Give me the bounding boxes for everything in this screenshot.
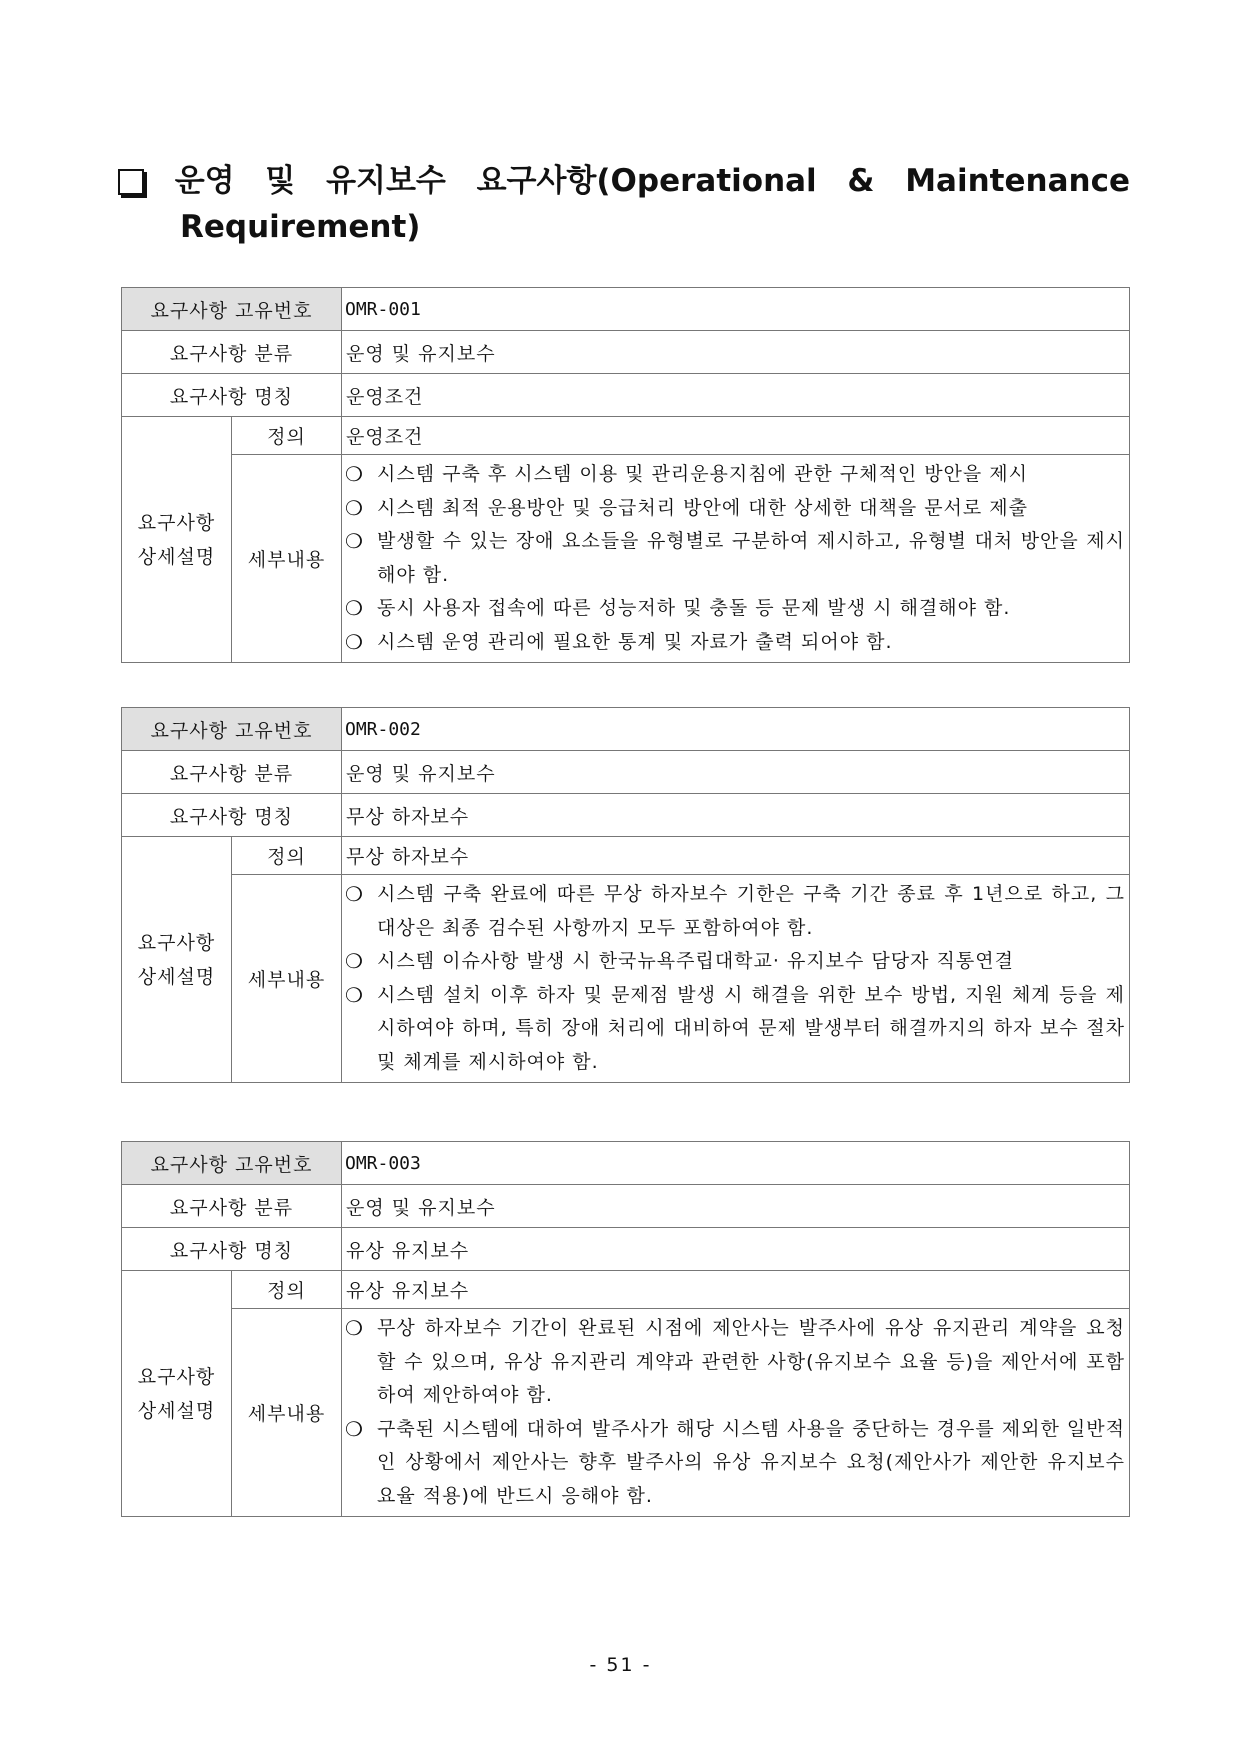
- requirement-id: OMR-001: [342, 288, 1130, 331]
- heading-word: &: [847, 163, 875, 199]
- circle-bullet-icon: ❍: [345, 629, 364, 654]
- requirement-category: 운영 및 유지보수: [342, 331, 1130, 374]
- heading-word: Maintenance: [905, 163, 1130, 199]
- subcontent-label: 세부내용: [232, 875, 342, 1083]
- list-item-text: 무상 하자보수 기간이 완료된 시점에 제안사는 발주사에 유상 유지관리 계약을 요청 할 수 있으며, 유상 유지관리 계약과 관련한 사항(유지보수 요율 등)을 제안서에 포함하여 제안하여야 함.: [377, 1317, 1125, 1406]
- requirement-definition: 운영조건: [342, 417, 1130, 455]
- requirement-table: [121, 1141, 1130, 1517]
- detail-label: [122, 417, 232, 663]
- list-item: [345, 878, 1125, 945]
- requirement-table: [121, 287, 1130, 663]
- list-item: [345, 1312, 1125, 1413]
- list-item: [345, 945, 1125, 979]
- list-item: [345, 492, 1125, 526]
- checkbox-square-icon: [118, 169, 144, 195]
- name-label: 요구사항 명칭: [122, 794, 342, 837]
- requirement-category: 운영 및 유지보수: [342, 1185, 1130, 1228]
- id-label: 요구사항 고유번호: [122, 708, 342, 751]
- section-heading: [118, 158, 1130, 250]
- circle-bullet-icon: ❍: [345, 882, 364, 906]
- detail-label-line: 상세설명: [137, 965, 216, 988]
- category-label: 요구사항 분류: [122, 751, 342, 794]
- circle-bullet-icon: ❍: [345, 462, 364, 486]
- definition-label: 정의: [232, 1271, 342, 1309]
- list-item-text: 구축된 시스템에 대하여 발주사가 해당 시스템 사용을 중단하는 경우를 제외한 일반적인 상황에서 제안사는 향후 발주사의 유상 유지보수 요청(제안사가 제안한 유지보수 요율 적용)에 반드시 응해야 함.: [377, 1417, 1125, 1507]
- requirement-name: 운영조건: [342, 374, 1130, 417]
- id-label: 요구사항 고유번호: [122, 1142, 342, 1185]
- list-item-text: 시스템 구축 후 시스템 이용 및 관리운용지침에 관한 구체적인 방안을 제시: [377, 463, 1029, 485]
- detail-label-line: 상세설명: [137, 545, 216, 568]
- circle-bullet-icon: ❍: [345, 1416, 364, 1441]
- requirement-id: OMR-002: [342, 708, 1130, 751]
- name-label: 요구사항 명칭: [122, 1228, 342, 1271]
- circle-bullet-icon: ❍: [345, 982, 364, 1007]
- list-item-text: 동시 사용자 접속에 따른 성능저하 및 충돌 등 문제 발생 시 해결해야 함.: [377, 597, 1011, 619]
- requirement-definition: 무상 하자보수: [342, 837, 1130, 875]
- category-label: 요구사항 분류: [122, 1185, 342, 1228]
- list-item: [345, 592, 1125, 626]
- requirement-table: [121, 707, 1130, 1083]
- list-item-text: 시스템 이슈사항 발생 시 한국뉴욕주립대학교· 유지보수 담당자 직통연결: [377, 950, 1014, 972]
- requirement-details: [342, 875, 1130, 1083]
- detail-label-line: 요구사항: [137, 1365, 216, 1388]
- heading-word: 운영: [174, 163, 235, 199]
- detail-label-line: 요구사항: [137, 931, 216, 954]
- detail-label-line: 상세설명: [137, 1399, 216, 1422]
- subcontent-label: 세부내용: [232, 455, 342, 663]
- category-label: 요구사항 분류: [122, 331, 342, 374]
- requirement-definition: 유상 유지보수: [342, 1271, 1130, 1309]
- list-item-text: 시스템 설치 이후 하자 및 문제점 발생 시 해결을 위한 보수 방법, 지원 체계 등을 제시하여야 하며, 특히 장애 처리에 대비하여 문제 발생부터 해결까지의 하자 보수 절차 및 체계를 제시하여야 함.: [377, 983, 1125, 1073]
- definition-label: 정의: [232, 837, 342, 875]
- heading-line-2: Requirement): [180, 209, 421, 245]
- circle-bullet-icon: ❍: [345, 529, 364, 553]
- circle-bullet-icon: ❍: [345, 596, 364, 620]
- id-label: 요구사항 고유번호: [122, 288, 342, 331]
- heading-word: 및: [265, 163, 296, 199]
- requirement-name: 무상 하자보수: [342, 794, 1130, 837]
- list-item: [345, 979, 1125, 1080]
- circle-bullet-icon: ❍: [345, 495, 364, 520]
- detail-label: [122, 837, 232, 1083]
- list-item-text: 발생할 수 있는 장애 요소들을 유형별로 구분하여 제시하고, 유형별 대처 방안을 제시해야 함.: [377, 530, 1125, 586]
- list-item-text: 시스템 최적 운용방안 및 응급처리 방안에 대한 상세한 대책을 문서로 제출: [377, 496, 1029, 519]
- requirement-details: [342, 455, 1130, 663]
- list-item-text: 시스템 구축 완료에 따른 무상 하자보수 기한은 구축 기간 종료 후 1년으로 하고, 그 대상은 최종 검수된 사항까지 모두 포함하여야 함.: [377, 883, 1125, 939]
- heading-line-1: [118, 158, 1130, 204]
- subcontent-label: 세부내용: [232, 1309, 342, 1517]
- circle-bullet-icon: ❍: [345, 1316, 364, 1340]
- list-item: [345, 1413, 1125, 1514]
- circle-bullet-icon: ❍: [345, 949, 364, 973]
- heading-word: 요구사항(Operational: [476, 163, 817, 199]
- list-item: [345, 525, 1125, 592]
- requirement-name: 유상 유지보수: [342, 1228, 1130, 1271]
- page-number: - 51 -: [589, 1654, 652, 1676]
- list-item: [345, 458, 1125, 492]
- detail-label-line: 요구사항: [137, 511, 216, 534]
- list-item-text: 시스템 운영 관리에 필요한 통계 및 자료가 출력 되어야 함.: [377, 630, 893, 653]
- definition-label: 정의: [232, 417, 342, 455]
- heading-word: 유지보수: [326, 163, 446, 199]
- list-item: [345, 626, 1125, 660]
- detail-label: [122, 1271, 232, 1517]
- name-label: 요구사항 명칭: [122, 374, 342, 417]
- requirement-id: OMR-003: [342, 1142, 1130, 1185]
- requirement-category: 운영 및 유지보수: [342, 751, 1130, 794]
- requirement-details: [342, 1309, 1130, 1517]
